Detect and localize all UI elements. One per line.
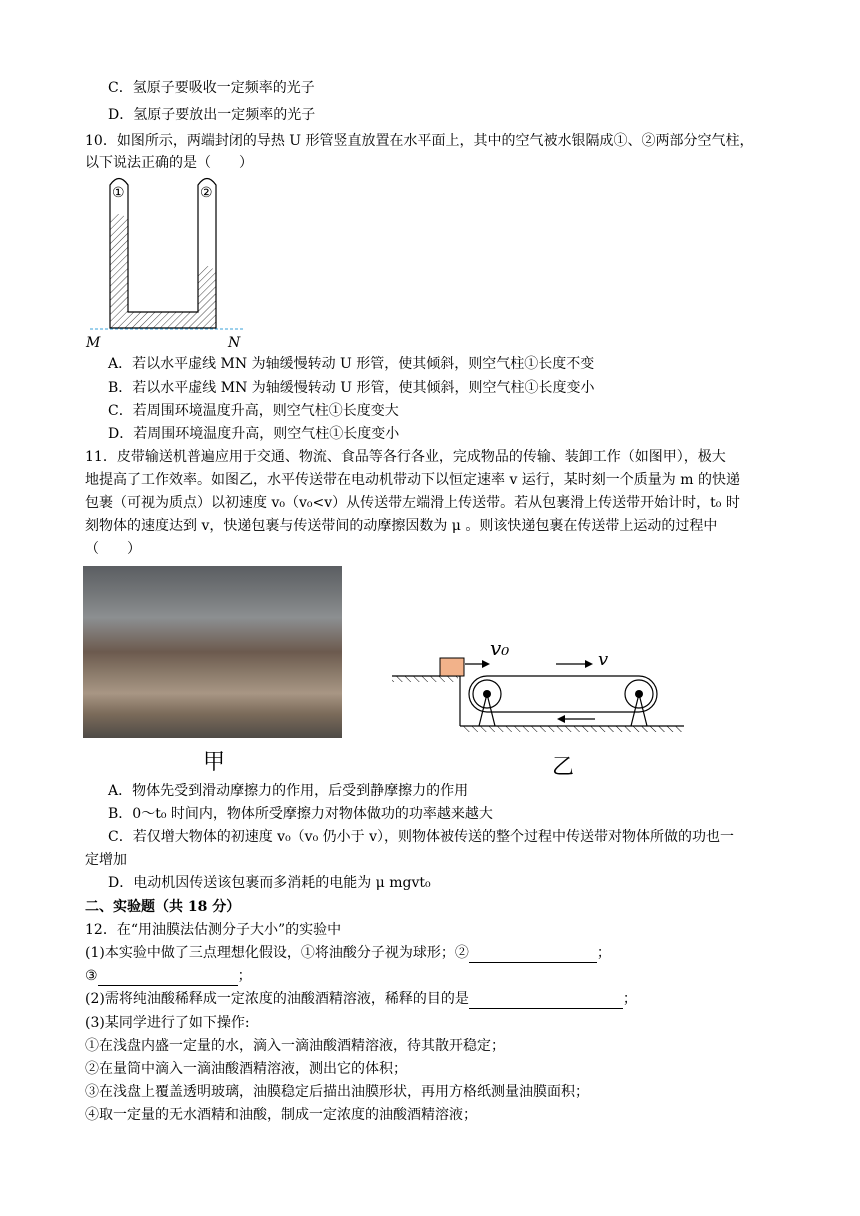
q10-stem: 10．如图所示，两端封闭的导热 U 形管竖直放置在水平面上，其中的空气被水银隔成①、②两部分空气柱， xyxy=(85,133,754,149)
q12-part-3: (3)某同学进行了如下操作: xyxy=(85,1015,250,1031)
q11-stem: 刻物体的速度达到 v，快递包裹与传送带间的动摩擦因数为 μ 。则该快递包裹在传送带上运动的过程中 xyxy=(85,518,718,534)
step-4: ④取一定量的无水酒精和油酸，制成一定浓度的油酸酒精溶液； xyxy=(85,1107,477,1123)
q10-option-d: D．若周围环境温度升高，则空气柱①长度变小 xyxy=(108,426,400,442)
q12-part-1b xyxy=(85,966,252,986)
air-column-2-label: ② xyxy=(200,185,213,201)
step-2: ②在量筒中滴入一滴油酸酒精溶液，测出它的体积； xyxy=(85,1061,407,1077)
conveyor-photo xyxy=(83,566,342,738)
label-v0: v₀ xyxy=(490,636,510,660)
section-2-heading: 二、实验题（共 18 分） xyxy=(85,899,241,915)
step-3: ③在浅盘上覆盖透明玻璃，油膜稳定后描出油膜形状，再用方格纸测量油膜面积； xyxy=(85,1084,589,1100)
answer-blank[interactable] xyxy=(469,948,597,963)
label-n: N xyxy=(228,335,241,351)
q12-part-2 xyxy=(85,989,637,1009)
answer-blank[interactable] xyxy=(469,994,623,1009)
q12-stem: 12．在“用油膜法估测分子大小”的实验中 xyxy=(85,922,342,938)
step-1: ①在浅盘内盛一定量的水，滴入一滴油酸酒精溶液，待其散开稳定； xyxy=(85,1038,505,1054)
q12-part-2-text: (2)需将纯油酸稀释成一定浓度的油酸酒精溶液，稀释的目的是 xyxy=(85,991,469,1007)
q11-option-b: B．0～t₀ 时间内，物体所受摩擦力对物体做功的功率越来越大 xyxy=(108,806,493,822)
q11-stem: 地提高了工作效率。如图乙，水平传送带在电动机带动下以恒定速率 v 运行，某时刻一个质量为 m 的快递 xyxy=(85,472,740,488)
q10-stem: 以下说法正确的是（ ） xyxy=(85,155,253,171)
q12-part-1b-text: ③ xyxy=(85,968,98,984)
q11-option-a: A．物体先受到滑动摩擦力的作用，后受到静摩擦力的作用 xyxy=(108,783,469,799)
q12-part-1-text: (1)本实验中做了三点理想化假设，①将油酸分子视为球形；② xyxy=(85,945,469,961)
q9-option-d: D．氢原子要放出一定频率的光子 xyxy=(108,107,316,123)
q12-part-1b-end: ； xyxy=(237,968,252,984)
caption-yi: 乙 xyxy=(552,755,575,780)
q11-option-c: C．若仅增大物体的初速度 v₀（v₀ 仍小于 v），则物体被传送的整个过程中传送带对物体所做的功也一 xyxy=(108,829,735,845)
answer-blank[interactable] xyxy=(98,971,238,986)
q11-option-d: D．电动机因传送该包裹而多消耗的电能为 μ mgvt₀ xyxy=(108,875,431,891)
q11-stem: 包裹（可视为质点）以初速度 v₀（v₀<v）从传送带左端滑上传送带。若从包裹滑上传送带开始计时，t₀ 时 xyxy=(85,495,740,511)
q12-part-2-end: ； xyxy=(622,991,637,1007)
caption-jia: 甲 xyxy=(203,750,226,775)
label-m: M xyxy=(86,335,101,351)
q12-part-1 xyxy=(85,943,611,963)
q10-option-a: A．若以水平虚线 MN 为轴缓慢转动 U 形管，使其倾斜，则空气柱①长度不变 xyxy=(108,356,595,372)
q11-option-c: 定增加 xyxy=(85,852,127,868)
air-column-1-label: ① xyxy=(112,185,125,201)
q11-stem: （ ） xyxy=(85,541,141,557)
q12-part-1-end: ； xyxy=(596,945,611,961)
q10-option-b: B．若以水平虚线 MN 为轴缓慢转动 U 形管，使其倾斜，则空气柱①长度变小 xyxy=(108,380,595,396)
q9-option-c: C．氢原子要吸收一定频率的光子 xyxy=(108,80,315,96)
label-v: v xyxy=(598,649,609,670)
q10-option-c: C．若周围环境温度升高，则空气柱①长度变大 xyxy=(108,403,399,419)
q11-stem: 11．皮带输送机普遍应用于交通、物流、食品等各行各业，完成物品的传输、装卸工作（如图甲），极大 xyxy=(85,449,726,465)
